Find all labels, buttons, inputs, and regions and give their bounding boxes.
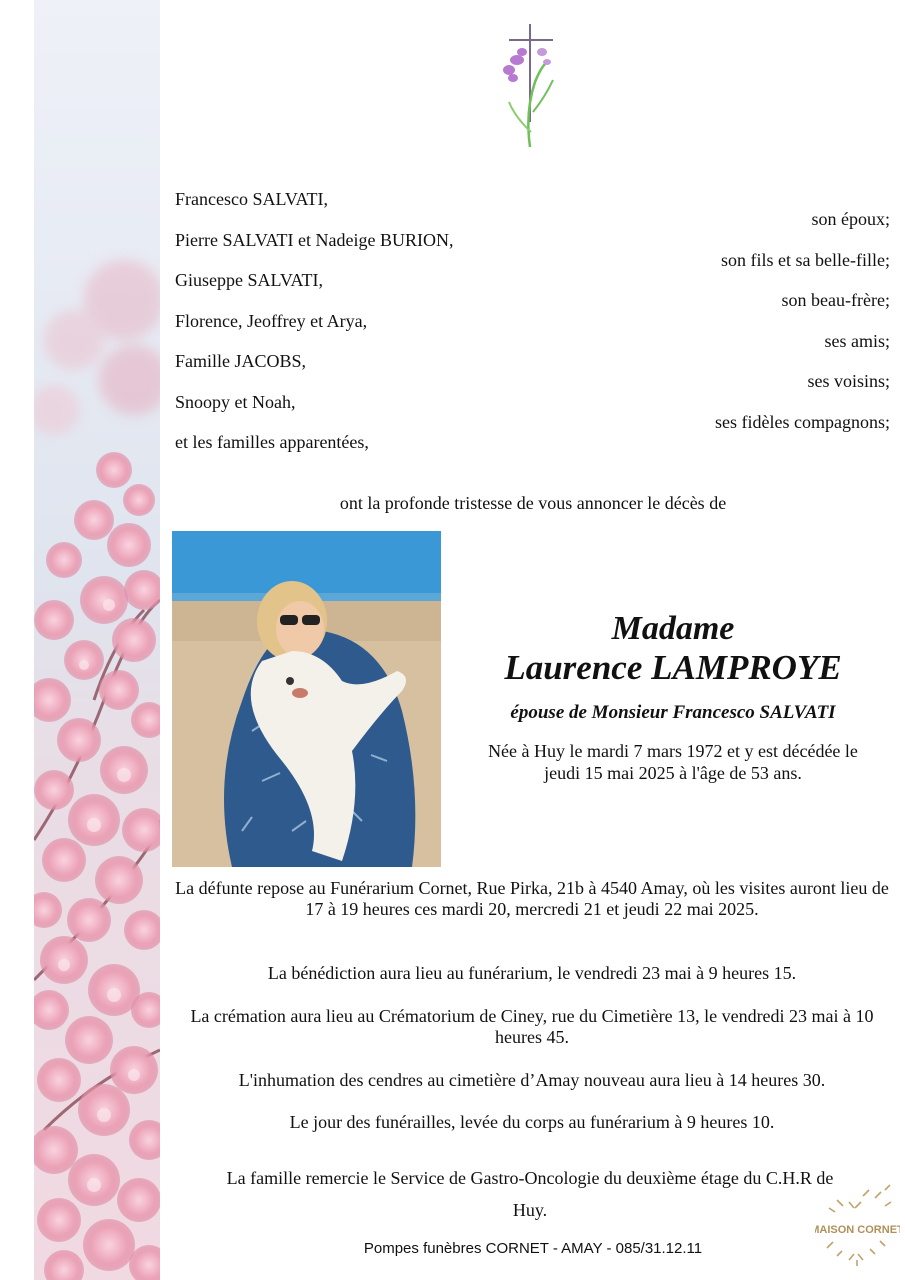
footer-funeral-home: Pompes funèbres CORNET - AMAY - 085/31.12.11 <box>363 1240 703 1257</box>
logo-text: MAISON CORNET <box>815 1224 900 1236</box>
deceased-photo <box>172 531 441 867</box>
deceased-spouse: épouse de Monsieur Francesco SALVATI <box>510 702 836 723</box>
detail-departure: Le jour des funérailles, levée du corps au funérarium à 9 heures 10. <box>289 1112 775 1132</box>
cross-flower-icon <box>495 22 565 152</box>
family-relation: son époux; <box>811 209 890 229</box>
family-relation: ses amis; <box>824 331 890 351</box>
cherry-blossom-sidebar <box>34 0 160 1280</box>
detail-blessing: La bénédiction aura lieu au funérarium, le vendredi 23 mai à 9 heures 15. <box>267 963 797 983</box>
family-name: Snoopy et Noah, <box>175 392 296 412</box>
detail-visitation: La défunte repose au Funérarium Cornet, Rue Pirka, 21b à 4540 Amay, où les visites auront lieu de 17 à 19 heures ces mardi 20, mercredi 21 et jeudi 22 mai 2025. <box>175 878 889 919</box>
detail-inhumation: L'inhumation des cendres au cimetière d’Amay nouveau aura lieu à 14 heures 30. <box>238 1070 826 1090</box>
family-name: et les familles apparentées, <box>175 432 369 452</box>
family-name: Giuseppe SALVATI, <box>175 270 324 290</box>
deceased-block <box>448 610 898 784</box>
deceased-title: Madame <box>611 610 735 647</box>
family-relation: son beau-frère; <box>781 290 890 310</box>
deceased-name: Laurence LAMPROYE <box>504 648 842 687</box>
deceased-birth-line: Née à Huy le mardi 7 mars 1972 et y est décédée le <box>488 741 858 761</box>
deceased-death-line: jeudi 15 mai 2025 à l'âge de 53 ans. <box>544 763 802 783</box>
family-name: Pierre SALVATI et Nadeige BURION, <box>175 230 454 250</box>
blossom-illustration <box>34 0 160 1280</box>
announcement: ont la profonde tristesse de vous annoncer le décès de <box>339 493 727 513</box>
family-name: Florence, Jeoffrey et Arya, <box>175 311 368 331</box>
family-relation: son fils et sa belle-fille; <box>721 250 890 270</box>
family-name: Francesco SALVATI, <box>175 189 328 209</box>
maison-cornet-logo <box>815 1178 900 1273</box>
detail-cremation: La crémation aura lieu au Crématorium de Ciney, rue du Cimetière 13, le vendredi 23 mai à 10 heures 45. <box>190 1006 874 1047</box>
family-name: Famille JACOBS, <box>175 351 307 371</box>
family-relation: ses fidèles compagnons; <box>715 412 890 432</box>
detail-thanks: La famille remercie le Service de Gastro-Oncologie du deuxième étage du C.H.R de Huy. <box>226 1168 834 1220</box>
family-relation: ses voisins; <box>807 371 890 391</box>
